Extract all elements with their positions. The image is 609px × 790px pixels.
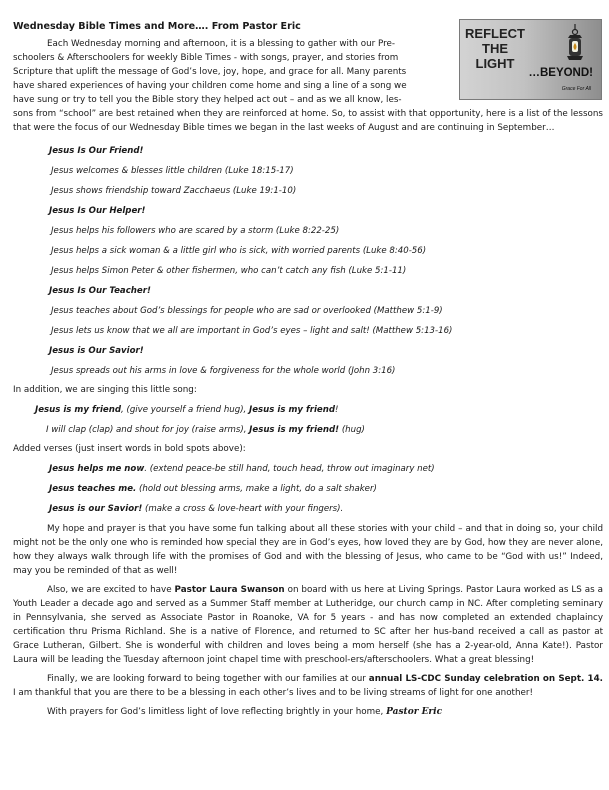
laura-paragraph: [13, 583, 603, 667]
closing-text: With prayers for God’s limitless light of love reflecting brightly in your home,: [47, 707, 384, 717]
song-action: I will clap (clap) and shout for joy (raise arms),: [46, 425, 250, 435]
lesson-heading-savior: Jesus is Our Savior!: [49, 346, 144, 356]
lesson-item: Jesus teaches about God’s blessings for people who are sad or overlooked (Matthew 5:1-9): [51, 306, 443, 316]
lesson-item: Jesus shows friendship toward Zacchaeus (Luke 19:1-10): [51, 186, 297, 196]
laura-name: Pastor Laura Swanson: [174, 585, 285, 595]
verse-action: . (extend peace-be still hand, touch head, throw out imaginary net): [144, 464, 435, 474]
article-title: Wednesday Bible Times and More…. From Pastor Eric: [13, 21, 301, 32]
song-line-2: [13, 420, 603, 440]
lessons-list: [13, 141, 603, 381]
song-bold: Jesus is my friend: [35, 405, 121, 415]
laura-post: on board with us here at Living Springs. Pastor Laura worked as LS as a Youth Leader a decade ago and served as a Summer Staff member at Lutheridge, our church camp in NC. After completing seminary in Pennsylvania, she served as Associate Pastor in Roanoke, VA for 5 years - and has now completed an extended chaplaincy certification thru Prisma Richland. She is a native of Florence, and returned to SC after her hus-band received a call as pastor at Grace Lutheran, Gilbert. She is wonderful with children and loves being a mom herself (she has a 2-year-old, Anna Kate!). Pastor Laura will be leading the Tuesday afternoon joint chapel time with preschool-ers/afterschoolers. What a great blessing!: [13, 585, 603, 665]
intro-paragraph: [13, 37, 453, 107]
lesson-item: Jesus welcomes & blesses little children (Luke 18:15-17): [51, 166, 294, 176]
song-bold: Jesus is my friend: [249, 405, 336, 415]
song-action: , (give yourself a friend hug),: [121, 405, 250, 415]
final-bold: annual LS-CDC Sunday celebration on Sept. 14.: [368, 674, 604, 684]
intro-line: Each Wednesday morning and afternoon, it is a blessing to gather with our Pre-: [47, 39, 396, 49]
intro-continued: sons from “school” are best retained when they are reinforced at home. So, to assist with that opportunity, here is a list of the lessons that were the focus of our Wednesday Bible times we began in the last weeks of August and are continuing in September…: [13, 109, 603, 133]
verse-action: (make a cross & love-heart with your fingers).: [142, 504, 344, 514]
verse-bold: Jesus teaches me.: [49, 484, 137, 494]
lesson-item: Jesus helps his followers who are scared by a storm (Luke 8:22-25): [51, 226, 340, 236]
banner-tagline: Grace For All: [561, 86, 591, 92]
lesson-heading-teacher: Jesus Is Our Teacher!: [49, 286, 151, 296]
verse-bold: Jesus is our Savior!: [49, 504, 143, 514]
laura-pre: Also, we are excited to have: [47, 585, 175, 595]
final-pre: Finally, we are looking forward to being together with our families at our: [47, 674, 369, 684]
lesson-item: Jesus lets us know that we all are important in God’s eyes – light and salt! (Matthew 5:13-16): [51, 326, 453, 336]
final-paragraph: [13, 672, 603, 700]
verse-bold: Jesus helps me now: [49, 464, 145, 474]
signature: Pastor Eric: [386, 707, 443, 717]
verse-line: [13, 499, 603, 519]
intro-line: schoolers & Afterschoolers for weekly Bible Times - with songs, prayer, and stories from: [13, 53, 399, 63]
verse-line: [13, 479, 603, 499]
song-bold: Jesus is my friend!: [249, 425, 340, 435]
final-post: I am thankful that you are there to be a blessing in each other’s lives and to be living streams of light for one another!: [13, 688, 534, 698]
verse-line: [13, 459, 603, 479]
banner-word-reflect: REFLECT: [465, 26, 525, 41]
article: [13, 20, 603, 719]
lesson-item: Jesus helps Simon Peter & other fishermen, who can’t catch any fish (Luke 5:1-11): [51, 266, 407, 276]
verse-action: (hold out blessing arms, make a light, do a salt shaker): [136, 484, 377, 494]
intro-line: have shared experiences of having your children come home and sing a line of a song we: [13, 81, 407, 91]
lesson-item: Jesus spreads out his arms in love & forgiveness for the whole world (John 3:16): [51, 366, 396, 376]
intro-line: Scripture that uplift the message of God’s love, joy, hope, and grace for all. Many parents: [13, 67, 407, 77]
lesson-heading-friend: Jesus Is Our Friend!: [49, 146, 144, 156]
hope-paragraph: My hope and prayer is that you have some fun talking about all these stories with your child – and that in doing so, your child might not be the only one who is reminded how special they are in God’s eyes, how loved they are by God, how they are never alone, how they always walk through life with the promises of God and with the blessing of Jesus, who came to be “God with us!” Indeed, may you be reminded of that as well!: [13, 524, 603, 576]
intro-line: have sung or try to tell you the Bible story they helped act out – and as we all know, les-: [13, 95, 402, 105]
banner-word-light: LIGHT: [475, 56, 515, 71]
verses-list: [13, 459, 603, 519]
lesson-heading-helper: Jesus Is Our Helper!: [49, 206, 146, 216]
song-end: !: [335, 405, 339, 415]
verses-intro: Added verses (just insert words in bold spots above):: [13, 444, 246, 454]
lesson-item: Jesus helps a sick woman & a little girl who is sick, with worried parents (Luke 8:40-56): [51, 246, 427, 256]
song-end: (hug): [339, 425, 365, 435]
closing-line: [13, 705, 603, 719]
song-line-1: [13, 400, 603, 420]
banner-word-the: THE: [482, 41, 508, 56]
singing-intro: In addition, we are singing this little song:: [13, 385, 197, 395]
banner-beyond: …BEYOND!: [528, 67, 593, 79]
